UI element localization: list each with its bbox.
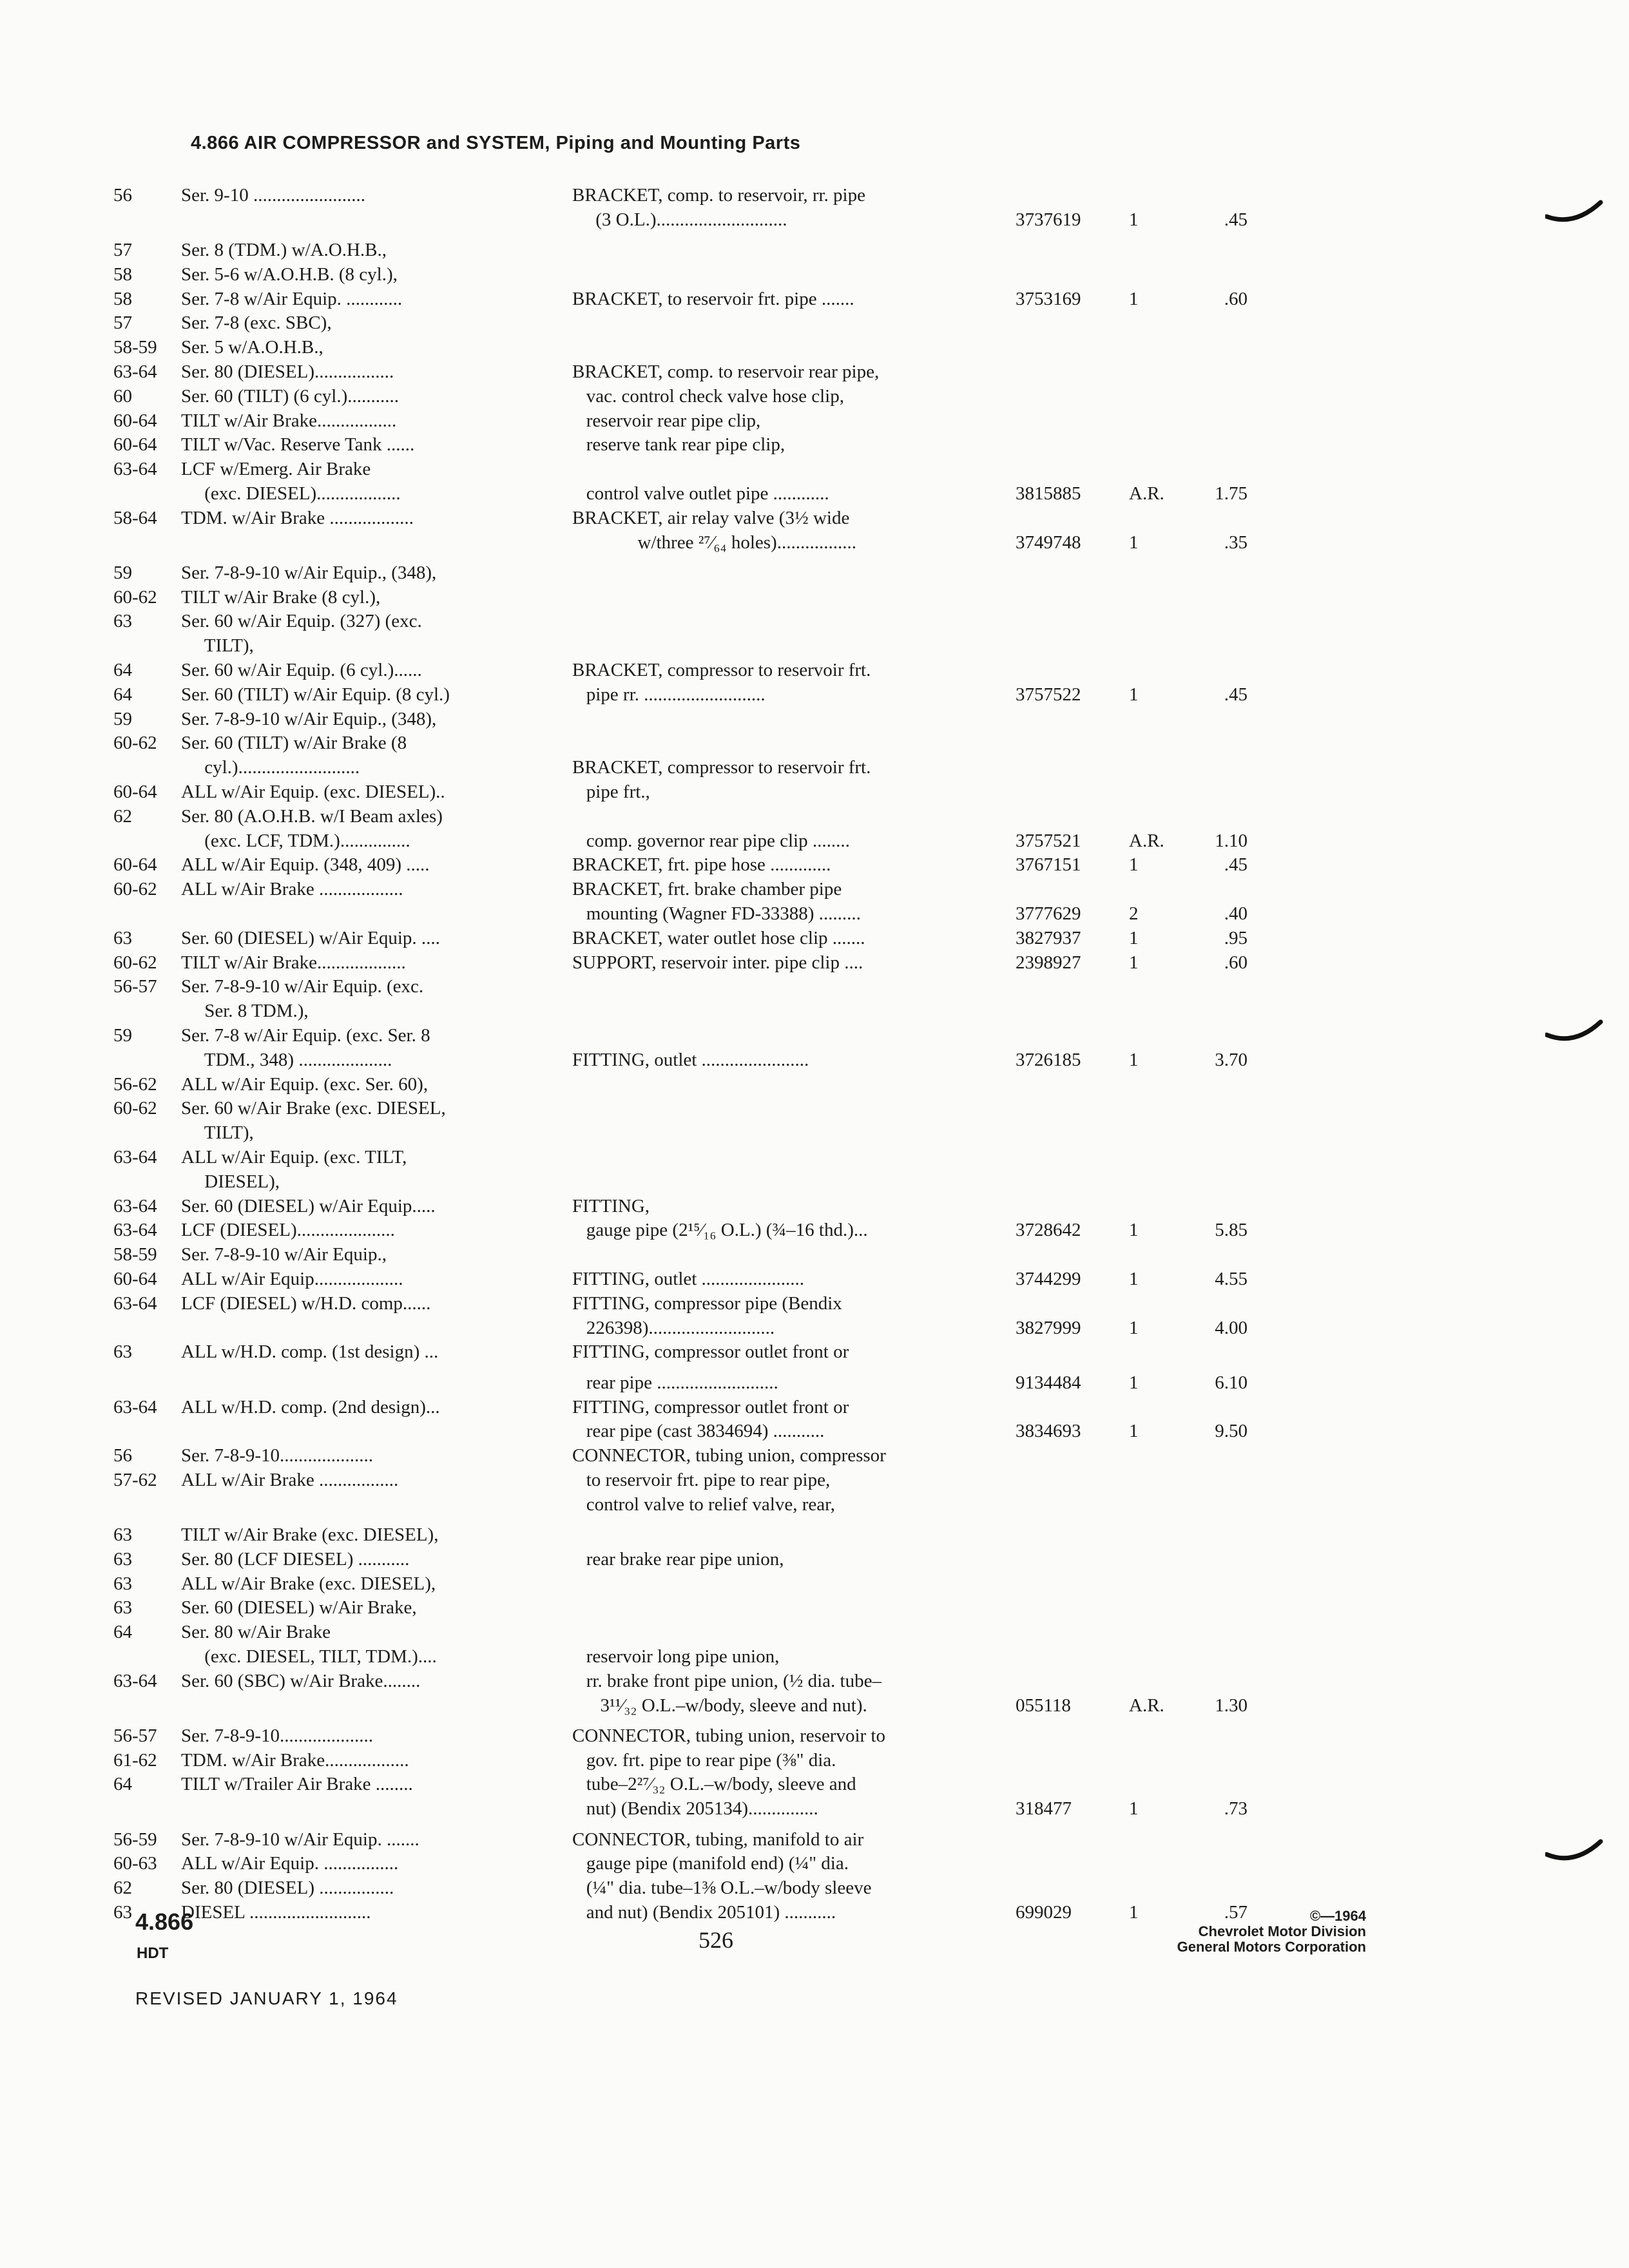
part-number: 2398927 — [1016, 952, 1081, 973]
application: Ser. 60 (DIESEL) w/Air Equip..... — [181, 1196, 436, 1216]
application: Ser. 7-8-9-10 w/Air Equip. (exc. — [181, 976, 424, 997]
binder-hole-mark-bottom — [1545, 1838, 1603, 1863]
model-years: 64 — [113, 684, 132, 705]
list-price: 1.30 — [1215, 1695, 1248, 1716]
quantity: 1 — [1129, 684, 1139, 705]
application: ALL w/Air Equip. (exc. DIESEL).. — [181, 782, 445, 802]
model-years: 58 — [113, 264, 132, 285]
part-number: 9134484 — [1016, 1372, 1081, 1393]
part-number: 3834693 — [1016, 1421, 1081, 1441]
series-code: HDT — [137, 1945, 169, 1962]
page-heading: 4.866 AIR COMPRESSOR and SYSTEM, Piping and Mounting Parts — [191, 133, 801, 153]
model-years: 58-59 — [113, 1244, 157, 1265]
list-price: 5.85 — [1215, 1220, 1248, 1240]
quantity: 1 — [1129, 1318, 1139, 1338]
application: ALL w/Air Brake (exc. DIESEL), — [181, 1573, 436, 1594]
part-description: (3 O.L.)............................ — [572, 209, 787, 230]
model-years: 62 — [113, 1878, 132, 1898]
part-description: to reservoir frt. pipe to rear pipe, — [572, 1470, 831, 1490]
application: TDM., 348) .................... — [181, 1050, 392, 1070]
part-description: w/three ²⁷⁄₆₄ holes)................. — [572, 532, 856, 553]
list-price: 3.70 — [1215, 1050, 1248, 1070]
part-description: BRACKET, compressor to reservoir frt. — [572, 660, 871, 680]
application: Ser. 60 w/Air Equip. (6 cyl.)...... — [181, 660, 422, 680]
model-years: 63-64 — [113, 1671, 157, 1691]
application: Ser. 7-8-9-10 w/Air Equip., (348), — [181, 562, 437, 583]
quantity: 1 — [1129, 854, 1139, 875]
part-description: SUPPORT, reservoir inter. pipe clip .... — [572, 952, 863, 973]
application: Ser. 8 (TDM.) w/A.O.H.B., — [181, 240, 387, 260]
part-description: CONNECTOR, tubing union, compressor — [572, 1445, 886, 1466]
application: Ser. 80 (DIESEL)................. — [181, 361, 394, 382]
application: Ser. 60 (SBC) w/Air Brake........ — [181, 1671, 421, 1691]
model-years: 60-62 — [113, 879, 157, 899]
quantity: 1 — [1129, 1220, 1139, 1240]
application: TDM. w/Air Brake.................. — [181, 1750, 409, 1771]
application: TILT w/Vac. Reserve Tank ...... — [181, 434, 415, 455]
part-description: FITTING, outlet ...................... — [572, 1269, 805, 1289]
part-description: control valve outlet pipe ............ — [572, 483, 829, 504]
application: Ser. 7-8-9-10.................... — [181, 1445, 374, 1466]
model-years: 62 — [113, 806, 132, 827]
model-years: 59 — [113, 709, 132, 729]
part-description: (¼" dia. tube–1⅜ O.L.–w/body sleeve — [572, 1878, 872, 1898]
part-description: pipe rr. .......................... — [572, 684, 766, 705]
model-years: 63-64 — [113, 1397, 157, 1418]
application: ALL w/H.D. comp. (2nd design)... — [181, 1397, 440, 1418]
quantity: 1 — [1129, 1269, 1139, 1289]
list-price: 4.00 — [1215, 1318, 1248, 1338]
quantity: 1 — [1129, 1421, 1139, 1441]
application: (exc. DIESEL).................. — [181, 483, 401, 504]
application: LCF w/Emerg. Air Brake — [181, 459, 371, 479]
application: Ser. 7-8-9-10.................... — [181, 1725, 374, 1746]
part-description: reserve tank rear pipe clip, — [572, 434, 786, 455]
copyright-block — [1177, 1908, 1366, 1955]
part-description: tube–2²⁷⁄₃₂ O.L.–w/body, sleeve and — [572, 1774, 856, 1794]
model-years: 56-62 — [113, 1074, 157, 1095]
model-years: 56-59 — [113, 1829, 157, 1850]
model-years: 63 — [113, 928, 132, 948]
application: Ser. 7-8 w/Air Equip. (exc. Ser. 8 — [181, 1025, 430, 1046]
part-description: FITTING, outlet ....................... — [572, 1050, 809, 1070]
application: Ser. 9-10 ........................ — [181, 185, 365, 206]
part-number: 3753169 — [1016, 289, 1081, 309]
application: TILT), — [181, 1122, 254, 1143]
part-description: BRACKET, compressor to reservoir frt. — [572, 757, 871, 778]
part-description: BRACKET, air relay valve (3½ wide — [572, 508, 850, 528]
part-description: comp. governor rear pipe clip ........ — [572, 831, 850, 851]
part-description: BRACKET, to reservoir frt. pipe ....... — [572, 289, 854, 309]
model-years: 63-64 — [113, 1220, 157, 1240]
application: TILT w/Air Brake (exc. DIESEL), — [181, 1524, 439, 1545]
part-number: 3827937 — [1016, 928, 1081, 948]
model-years: 60-63 — [113, 1853, 157, 1874]
quantity: 1 — [1129, 1902, 1139, 1923]
part-number: 699029 — [1016, 1902, 1072, 1923]
application: ALL w/Air Brake ................. — [181, 1470, 399, 1490]
application: TILT w/Air Brake (8 cyl.), — [181, 587, 381, 608]
application: Ser. 60 w/Air Brake (exc. DIESEL, — [181, 1098, 446, 1119]
list-price: .45 — [1224, 684, 1248, 705]
model-years: 60-64 — [113, 854, 157, 875]
application: DIESEL .......................... — [181, 1902, 371, 1923]
part-description: gauge pipe (manifold end) (¼" dia. — [572, 1853, 849, 1874]
application: Ser. 60 (TILT) (6 cyl.)........... — [181, 386, 400, 407]
part-description: FITTING, — [572, 1196, 650, 1216]
application: Ser. 80 w/Air Brake — [181, 1622, 331, 1642]
model-years: 59 — [113, 1025, 132, 1046]
model-years: 60-64 — [113, 434, 157, 455]
application: Ser. 60 w/Air Equip. (327) (exc. — [181, 611, 422, 631]
application: Ser. 60 (TILT) w/Air Equip. (8 cyl.) — [181, 684, 450, 705]
part-number: 3744299 — [1016, 1269, 1081, 1289]
list-price: 6.10 — [1215, 1372, 1248, 1393]
model-years: 57 — [113, 312, 132, 333]
list-price: 4.55 — [1215, 1269, 1248, 1289]
model-years: 60-62 — [113, 733, 157, 753]
list-price: .95 — [1224, 928, 1248, 948]
model-years: 58 — [113, 289, 132, 309]
list-price: .60 — [1224, 952, 1248, 973]
list-price: .73 — [1224, 1798, 1248, 1819]
model-years: 58-59 — [113, 337, 157, 358]
quantity: 1 — [1129, 928, 1139, 948]
model-years: 56 — [113, 185, 132, 206]
model-years: 57 — [113, 240, 132, 260]
part-description: gauge pipe (2¹⁵⁄₁₆ O.L.) (¾–16 thd.)... — [572, 1220, 868, 1240]
quantity: 1 — [1129, 1050, 1139, 1070]
quantity: 1 — [1129, 209, 1139, 230]
application: ALL w/Air Brake .................. — [181, 879, 403, 899]
model-years: 60 — [113, 386, 132, 407]
part-description: BRACKET, comp. to reservoir rear pipe, — [572, 361, 880, 382]
part-number: 3749748 — [1016, 532, 1081, 553]
application: ALL w/Air Equip................... — [181, 1269, 403, 1289]
part-description: CONNECTOR, tubing union, reservoir to — [572, 1725, 885, 1746]
revision-date: REVISED JANUARY 1, 1964 — [135, 1988, 398, 2008]
quantity: 2 — [1129, 903, 1139, 924]
application: ALL w/H.D. comp. (1st design) ... — [181, 1341, 439, 1362]
application: Ser. 7-8-9-10 w/Air Equip., (348), — [181, 709, 437, 729]
application: TDM. w/Air Brake .................. — [181, 508, 414, 528]
model-years: 63 — [113, 1573, 132, 1594]
part-number: 055118 — [1016, 1695, 1071, 1716]
application: Ser. 8 TDM.), — [181, 1001, 309, 1021]
model-years: 63 — [113, 1549, 132, 1570]
quantity: A.R. — [1129, 1695, 1164, 1716]
page-number: 526 — [699, 1927, 733, 1953]
application: TILT), — [181, 635, 254, 656]
model-years: 61-62 — [113, 1750, 157, 1771]
part-description: rear pipe .......................... — [572, 1372, 778, 1393]
part-description: reservoir rear pipe clip, — [572, 410, 761, 431]
part-description: BRACKET, comp. to reservoir, rr. pipe — [572, 185, 865, 206]
part-number: 3757521 — [1016, 831, 1081, 851]
application: TILT w/Trailer Air Brake ........ — [181, 1774, 413, 1794]
application: (exc. DIESEL, TILT, TDM.).... — [181, 1646, 437, 1667]
part-number: 3726185 — [1016, 1050, 1081, 1070]
list-price: .40 — [1224, 903, 1248, 924]
quantity: A.R. — [1129, 831, 1164, 851]
copyright-year: ©—1964 — [1309, 1908, 1366, 1924]
application: Ser. 5-6 w/A.O.H.B. (8 cyl.), — [181, 264, 398, 285]
application: Ser. 80 (A.O.H.B. w/I Beam axles) — [181, 806, 443, 827]
list-price: 9.50 — [1215, 1421, 1248, 1441]
application: Ser. 5 w/A.O.H.B., — [181, 337, 323, 358]
quantity: 1 — [1129, 1798, 1139, 1819]
model-years: 64 — [113, 1622, 132, 1642]
model-years: 63 — [113, 1524, 132, 1545]
part-number: 3737619 — [1016, 209, 1081, 230]
model-years: 60-64 — [113, 1269, 157, 1289]
application: Ser. 7-8-9-10 w/Air Equip. ....... — [181, 1829, 419, 1850]
list-price: .45 — [1224, 209, 1248, 230]
application: ALL w/Air Equip. (348, 409) ..... — [181, 854, 430, 875]
model-years: 56 — [113, 1445, 132, 1466]
model-years: 63-64 — [113, 1147, 157, 1168]
application: Ser. 80 (LCF DIESEL) ........... — [181, 1549, 410, 1570]
application: ALL w/Air Equip. (exc. TILT, — [181, 1147, 407, 1168]
part-description: CONNECTOR, tubing, manifold to air — [572, 1829, 864, 1850]
part-description: mounting (Wagner FD-33388) ......... — [572, 903, 861, 924]
model-years: 64 — [113, 660, 132, 680]
model-years: 57-62 — [113, 1470, 157, 1490]
quantity: 1 — [1129, 532, 1139, 553]
binder-hole-mark-top — [1545, 197, 1603, 223]
model-years: 60-62 — [113, 952, 157, 973]
part-number: 3827999 — [1016, 1318, 1081, 1338]
quantity: 1 — [1129, 952, 1139, 973]
application: Ser. 60 (DIESEL) w/Air Brake, — [181, 1597, 417, 1618]
part-description: BRACKET, frt. brake chamber pipe — [572, 879, 842, 899]
model-years: 63 — [113, 1902, 132, 1923]
list-price: .35 — [1224, 532, 1248, 553]
application: Ser. 60 (TILT) w/Air Brake (8 — [181, 733, 407, 753]
application: Ser. 80 (DIESEL) ................ — [181, 1878, 394, 1898]
application: TILT w/Air Brake................... — [181, 952, 406, 973]
list-price: .45 — [1224, 854, 1248, 875]
model-years: 63 — [113, 1341, 132, 1362]
model-years: 58-64 — [113, 508, 157, 528]
part-description: reservoir long pipe union, — [572, 1646, 780, 1667]
part-description: rear pipe (cast 3834694) ........... — [572, 1421, 825, 1441]
list-price: .57 — [1224, 1902, 1248, 1923]
model-years: 63-64 — [113, 459, 157, 479]
model-years: 60-64 — [113, 782, 157, 802]
model-years: 59 — [113, 562, 132, 583]
application: LCF (DIESEL) w/H.D. comp...... — [181, 1293, 431, 1314]
part-description: 226398)........................... — [572, 1318, 775, 1338]
part-description: BRACKET, water outlet hose clip ....... — [572, 928, 865, 948]
quantity: 1 — [1129, 289, 1139, 309]
section-number: 4.866 — [135, 1908, 194, 1935]
corporation-name: General Motors Corporation — [1177, 1939, 1366, 1955]
part-description: BRACKET, frt. pipe hose ............. — [572, 854, 831, 875]
model-years: 63-64 — [113, 1293, 157, 1314]
application: ALL w/Air Equip. (exc. Ser. 60), — [181, 1074, 429, 1095]
application: ALL w/Air Equip. ................ — [181, 1853, 399, 1874]
part-number: 3815885 — [1016, 483, 1081, 504]
model-years: 60-64 — [113, 410, 157, 431]
part-number: 318477 — [1016, 1798, 1072, 1819]
application: Ser. 7-8-9-10 w/Air Equip., — [181, 1244, 387, 1265]
application: cyl.).......................... — [181, 757, 360, 778]
model-years: 56-57 — [113, 1725, 157, 1746]
quantity: 1 — [1129, 1372, 1139, 1393]
part-description: vac. control check valve hose clip, — [572, 386, 844, 407]
application: TILT w/Air Brake................. — [181, 410, 397, 431]
list-price: 1.75 — [1215, 483, 1248, 504]
list-price: 1.10 — [1215, 831, 1248, 851]
application: Ser. 7-8 w/Air Equip. ............ — [181, 289, 403, 309]
application: Ser. 7-8 (exc. SBC), — [181, 312, 332, 333]
part-description: rear brake rear pipe union, — [572, 1549, 784, 1570]
part-number: 3777629 — [1016, 903, 1081, 924]
part-description: pipe frt., — [572, 782, 650, 802]
part-description: FITTING, compressor pipe (Bendix — [572, 1293, 842, 1314]
binder-hole-mark-middle — [1545, 1019, 1603, 1045]
application: LCF (DIESEL)..................... — [181, 1220, 395, 1240]
part-description: nut) (Bendix 205134)............... — [572, 1798, 818, 1819]
application: (exc. LCF, TDM.)............... — [181, 831, 410, 851]
list-price: .60 — [1224, 289, 1248, 309]
model-years: 63-64 — [113, 1196, 157, 1216]
part-description: rr. brake front pipe union, (½ dia. tube– — [572, 1671, 882, 1691]
application: DIESEL), — [181, 1171, 280, 1192]
quantity: A.R. — [1129, 483, 1164, 504]
model-years: 63 — [113, 1597, 132, 1618]
part-description: control valve to relief valve, rear, — [572, 1494, 835, 1515]
application: Ser. 60 (DIESEL) w/Air Equip. .... — [181, 928, 440, 948]
model-years: 63 — [113, 611, 132, 631]
part-number: 3757522 — [1016, 684, 1081, 705]
model-years: 60-62 — [113, 587, 157, 608]
part-description: gov. frt. pipe to rear pipe (⅜" dia. — [572, 1750, 836, 1771]
part-number: 3767151 — [1016, 854, 1081, 875]
model-years: 63-64 — [113, 361, 157, 382]
part-number: 3728642 — [1016, 1220, 1081, 1240]
part-description: FITTING, compressor outlet front or — [572, 1397, 849, 1418]
model-years: 60-62 — [113, 1098, 157, 1119]
part-description: 3¹¹⁄₃₂ O.L.–w/body, sleeve and nut). — [572, 1695, 867, 1716]
model-years: 56-57 — [113, 976, 157, 997]
model-years: 64 — [113, 1774, 132, 1794]
part-description: and nut) (Bendix 205101) ........... — [572, 1902, 836, 1923]
division-name: Chevrolet Motor Division — [1198, 1923, 1366, 1939]
part-description: FITTING, compressor outlet front or — [572, 1341, 849, 1362]
